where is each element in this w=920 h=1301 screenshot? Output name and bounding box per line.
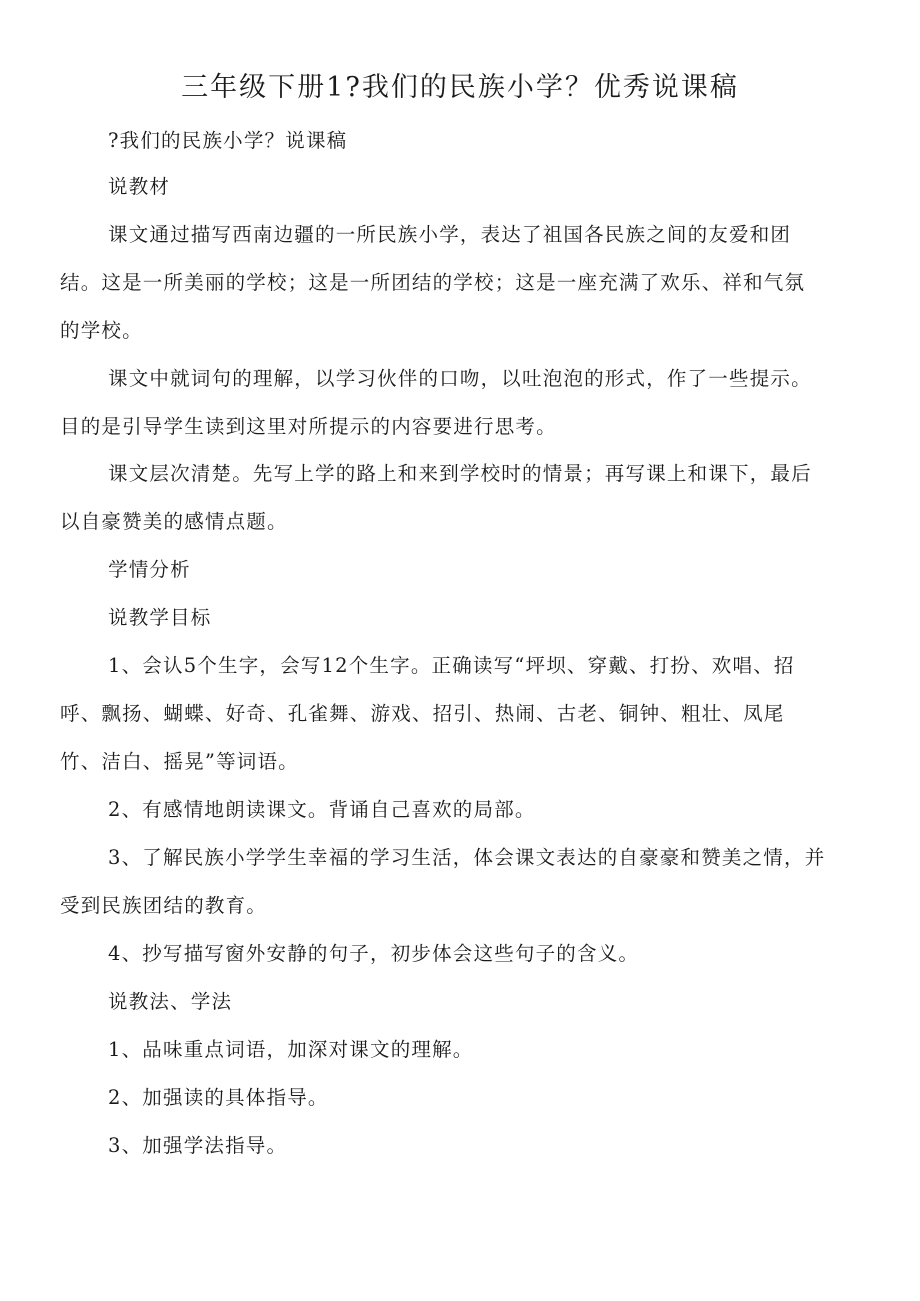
goal-line: 受到民族团结的教育。 — [60, 894, 268, 917]
goal-line: 竹、洁白、摇晃”等词语。 — [60, 750, 299, 773]
goal-line: 2、有感情地朗读课文。背诵自己喜欢的局部。 — [108, 798, 536, 821]
method-line: 2、加强读的具体指导。 — [108, 1086, 329, 1109]
document-subtitle: ?我们的民族小学？说课稿 — [108, 129, 348, 152]
goal-line: 3、了解民族小学学生幸福的学习生活，体会课文表达的自豪豪和赞美之情，并 — [108, 846, 826, 869]
paragraph-line: 课文层次清楚。先写上学的路上和来到学校时的情景；再写课上和课下，最后 — [108, 462, 812, 485]
document-title: 三年级下册1?我们的民族小学？优秀说课稿 — [181, 72, 739, 103]
section-heading-textbook: 说教材 — [108, 175, 171, 198]
goal-line: 1、会认5个生字，会写12个生字。正确读写“坪坝、穿戴、打扮、欢唱、招 — [108, 654, 795, 677]
section-heading-goals: 说教学目标 — [108, 606, 212, 629]
section-heading-analysis: 学情分析 — [108, 558, 191, 581]
goal-line: 呼、飘扬、蝴蝶、好奇、孔雀舞、游戏、招引、热闹、古老、铜钟、粗壮、凤尾 — [60, 702, 785, 725]
method-line: 1、品味重点词语，加深对课文的理解。 — [108, 1038, 474, 1061]
paragraph-line: 的学校。 — [60, 319, 143, 342]
paragraph-line: 结。这是一所美丽的学校；这是一所团结的学校；这是一座充满了欢乐、祥和气氛 — [60, 271, 806, 294]
goal-line: 4、抄写描写窗外安静的句子，初步体会这些句子的含义。 — [108, 942, 640, 965]
paragraph-line: 以自豪赞美的感情点题。 — [60, 510, 288, 533]
paragraph-line: 目的是引导学生读到这里对所提示的内容要进行思考。 — [60, 415, 557, 438]
method-line: 3、加强学法指导。 — [108, 1134, 288, 1157]
section-heading-methods: 说教法、学法 — [108, 990, 233, 1013]
paragraph-line: 课文通过描写西南边疆的一所民族小学，表达了祖国各民族之间的友爱和团 — [108, 223, 792, 246]
paragraph-line: 课文中就词句的理解，以学习伙伴的口吻，以吐泡泡的形式，作了一些提示。 — [108, 367, 812, 390]
